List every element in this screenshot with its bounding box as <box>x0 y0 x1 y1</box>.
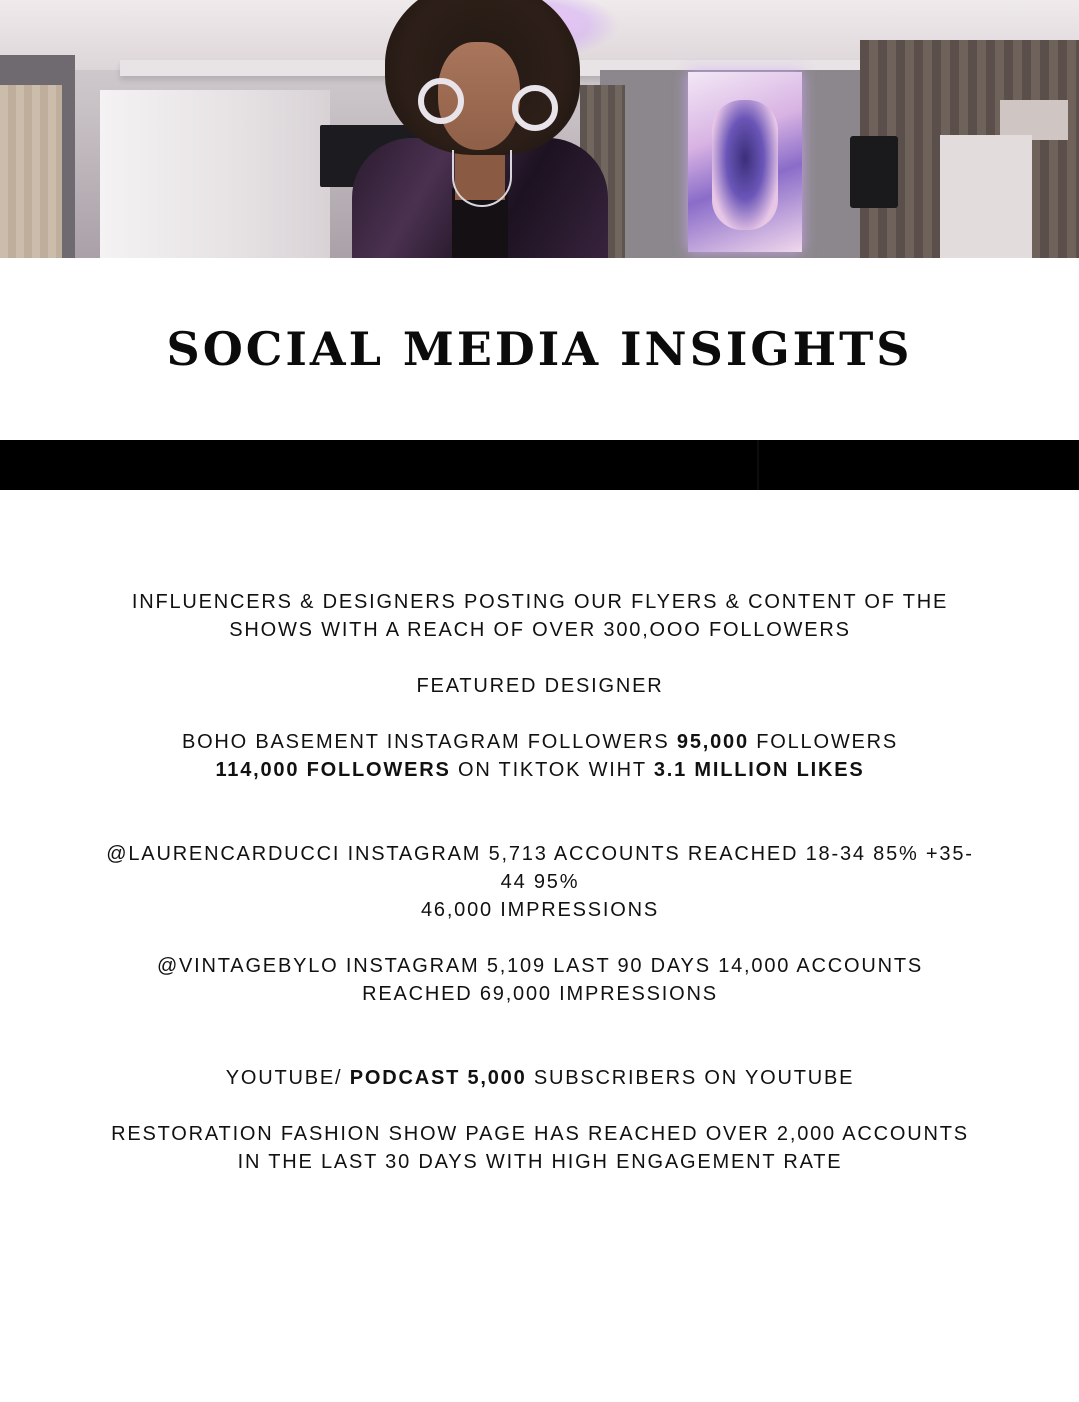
youtube-suffix: SUBSCRIBERS ON YOUTUBE <box>526 1067 855 1089</box>
boho-prefix: BOHO BASEMENT INSTAGRAM FOLLOWERS <box>181 731 677 753</box>
photo-speaker <box>850 136 898 208</box>
boho-ig-suffix: FOLLOWERS <box>748 731 899 753</box>
photo-window <box>100 90 330 258</box>
photo-earring-right <box>512 85 558 131</box>
hero-photo <box>0 0 1079 258</box>
photo-left-artwork <box>0 85 62 258</box>
influencers-paragraph <box>20 588 1060 644</box>
insights-content <box>20 588 1060 1176</box>
black-band <box>0 440 1079 490</box>
boho-tiktok-likes: 3.1 MILLION LIKES <box>653 759 865 781</box>
photo-panel <box>940 135 1032 258</box>
boho-paragraph <box>20 728 1060 784</box>
featured-designer-heading <box>20 672 1060 700</box>
boho-tiktok-mid: ON TIKTOK WIHT <box>450 759 654 781</box>
vintage-line-2: REACHED 69,000 IMPRESSIONS <box>362 983 718 1005</box>
featured-designer-label: FEATURED DESIGNER <box>416 675 664 697</box>
vintage-paragraph <box>20 952 1060 1008</box>
influencers-line-2: SHOWS WITH A REACH OF OVER 300,OOO FOLLOWERS <box>229 619 851 641</box>
photo-panel-top <box>1000 100 1068 140</box>
lauren-line-2: 44 95% <box>500 871 580 893</box>
boho-tiktok-count: 114,000 FOLLOWERS <box>215 759 451 781</box>
youtube-bold: PODCAST 5,000 <box>349 1067 527 1089</box>
lauren-paragraph <box>20 840 1060 924</box>
lauren-line-1: @LAURENCARDUCCI INSTAGRAM 5,713 ACCOUNTS REACHED 18-34 85% +35- <box>106 843 974 865</box>
vintage-line-1: @VINTAGEBYLO INSTAGRAM 5,109 LAST 90 DAYS 14,000 ACCOUNTS <box>156 955 924 977</box>
youtube-paragraph <box>20 1064 1060 1092</box>
photo-earring-left <box>418 78 464 124</box>
youtube-prefix: YOUTUBE/ <box>225 1067 350 1089</box>
restoration-paragraph <box>20 1120 1060 1176</box>
restoration-line-1: RESTORATION FASHION SHOW PAGE HAS REACHED OVER 2,000 ACCOUNTS <box>111 1123 969 1145</box>
boho-ig-count: 95,000 <box>676 731 749 753</box>
restoration-line-2: IN THE LAST 30 DAYS WITH HIGH ENGAGEMENT RATE <box>237 1151 843 1173</box>
page-title: SOCIAL MEDIA INSIGHTS <box>166 322 913 376</box>
band-divider <box>757 440 759 490</box>
lauren-line-3: 46,000 IMPRESSIONS <box>420 899 660 921</box>
photo-art-figure <box>712 100 778 230</box>
influencers-line-1: INFLUENCERS & DESIGNERS POSTING OUR FLYERS & CONTENT OF THE <box>131 591 949 613</box>
